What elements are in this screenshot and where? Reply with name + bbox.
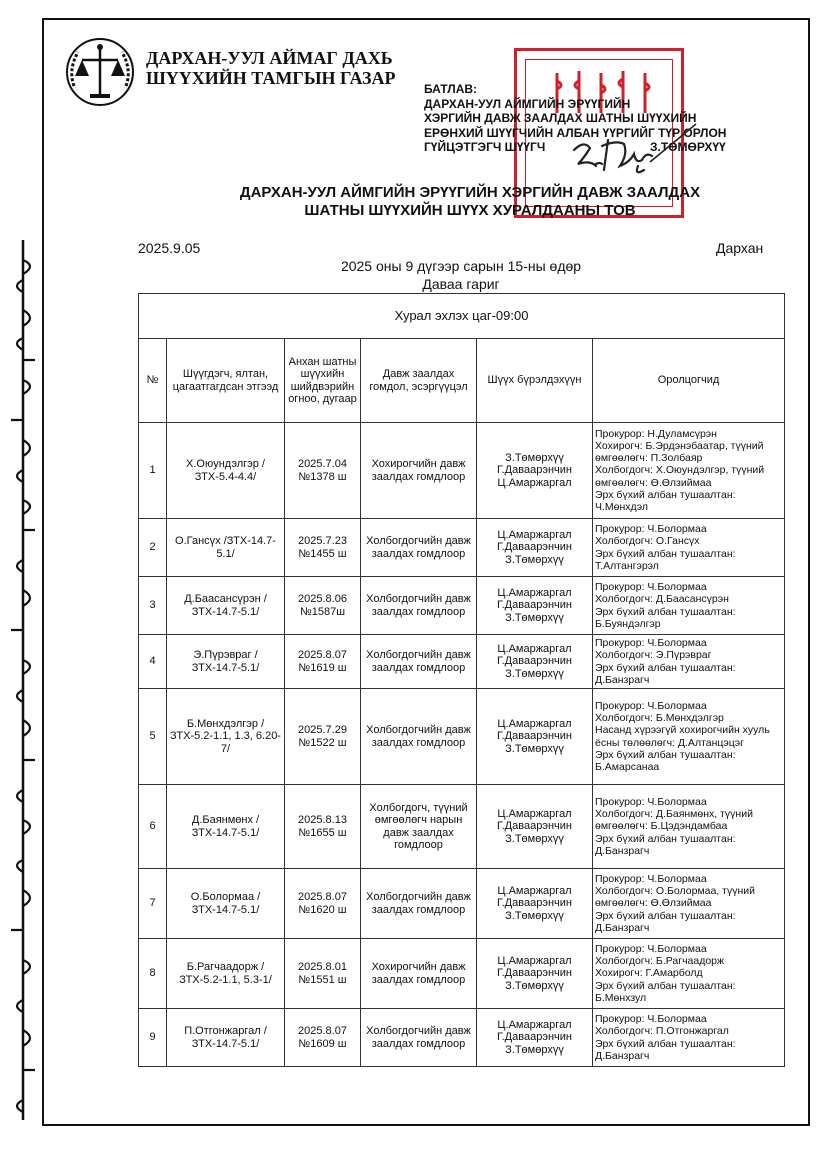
cell-no: 4	[139, 635, 167, 689]
cell-defendant: Б.Рагчаадорж /ЗТХ-5.2-1.1, 5.3-1/	[167, 939, 285, 1009]
cell-no: 5	[139, 689, 167, 785]
cell-panel: Ц.Амаржаргал Г.Даваарэнчин З.Төмөрхүү	[477, 635, 593, 689]
participant-line: Холбогдогч: Д.Баасансүрэн	[595, 593, 729, 606]
cell-no: 2	[139, 519, 167, 577]
participant-line: Прокурор: Ч.Болормаа	[595, 581, 707, 594]
cell-decision: 2025.8.07 №1620 ш	[285, 869, 361, 939]
table-row	[139, 577, 785, 635]
header-appellant: Давж заалдах гомдол, эсэргүүцэл	[361, 339, 477, 423]
approval-judge-name: З.ТӨМӨРХҮҮ	[649, 140, 726, 154]
participant-line: Эрх бүхий албан тушаалтан: Т.Алтангэрэл	[595, 547, 736, 572]
cell-decision: 2025.8.07 №1609 ш	[285, 1009, 361, 1067]
participant-line: Эрх бүхий албан тушаалтан: Д.Банзрагч	[595, 1037, 736, 1062]
cell-panel: Ц.Амаржаргал Г.Даваарэнчин З.Төмөрхүү	[477, 1009, 593, 1067]
participant-line: Холбогдогч: Б.Мөнхдэлгэр	[595, 712, 724, 725]
cell-decision: 2025.8.06 №1587ш	[285, 577, 361, 635]
table-row	[139, 869, 785, 939]
court-scales-emblem-icon	[64, 36, 136, 108]
cell-panel: Ц.Амаржаргал Г.Даваарэнчин З.Төмөрхүү	[477, 577, 593, 635]
header-participants: Оролцогчид	[593, 339, 785, 423]
cell-appeal: Холбогдогчийн давж заалдах гомдлоор	[361, 689, 477, 785]
participant-line: Холбогдогч: Б.Рагчаадорж	[595, 955, 725, 968]
approval-line-4: ЕРӨНХИЙ ШҮҮГЧИЙН АЛБАН ҮҮРГИЙГ ТҮР ОРЛОН	[424, 125, 727, 140]
cell-appeal: Холбогдогчийн давж заалдах гомдлоор	[361, 519, 477, 577]
header-row	[139, 339, 785, 423]
participant-line: Холбогдогч: О.Болормаа, түүний өмгөөлөгч: Ө.Өлзиймаа	[595, 885, 756, 910]
cell-no: 6	[139, 785, 167, 869]
cell-no: 1	[139, 423, 167, 519]
cell-panel: Ц.Амаржаргал Г.Даваарэнчин З.Төмөрхүү	[477, 869, 593, 939]
cell-participants	[593, 519, 785, 577]
cell-defendant: П.Отгонжаргал /ЗТХ-14.7-5.1/	[167, 1009, 285, 1067]
start-time-row	[139, 294, 785, 339]
cell-defendant: Х.Оюундэлгэр /ЗТХ-5.4-4.4/	[167, 423, 285, 519]
cell-decision: 2025.8.07 №1619 ш	[285, 635, 361, 689]
cell-decision: 2025.7.23 №1455 ш	[285, 519, 361, 577]
cell-participants	[593, 939, 785, 1009]
table-row	[139, 785, 785, 869]
cell-participants	[593, 869, 785, 939]
start-time: Хурал эхлэх цаг-09:00	[139, 294, 785, 339]
approval-line-3: ХЭРГИЙН ДАВЖ ЗААЛДАХ ШАТНЫ ШҮҮХИЙН	[424, 111, 697, 125]
cell-no: 3	[139, 577, 167, 635]
table-row	[139, 519, 785, 577]
cell-participants	[593, 635, 785, 689]
cell-panel: Ц.Амаржаргал Г.Даваарэнчин З.Төмөрхүү	[477, 939, 593, 1009]
participant-line: Холбогдогч: П.Отгонжаргал	[595, 1025, 729, 1038]
header-defendant: Шүүгдэгч, ялтан, цагаатгагдсан этгээд	[167, 339, 285, 423]
participant-line: Эрх бүхий албан тушаалтан: Д.Банзрагч	[595, 832, 736, 857]
cell-defendant: Д.Баасансүрэн /ЗТХ-14.7-5.1/	[167, 577, 285, 635]
participant-line: Хохирогч: Б.Эрдэнэбаатар, түүний өмгөөлөгч: П.Золбаяр	[595, 439, 764, 465]
cell-appeal: Хохирогчийн давж заалдах гомдлоор	[361, 939, 477, 1009]
participant-line: Эрх бүхий албан тушаалтан: Ч.Мөнхдэл	[595, 488, 736, 513]
cell-defendant: Э.Пүрэвраг /ЗТХ-14.7-5.1/	[167, 635, 285, 689]
cell-panel: Ц.Амаржаргал Г.Даваарэнчин З.Төмөрхүү	[477, 689, 593, 785]
cell-decision: 2025.7.29 №1522 ш	[285, 689, 361, 785]
cell-decision: 2025.7.04 №1378 ш	[285, 423, 361, 519]
cell-defendant: Д.Баянмөнх /ЗТХ-14.7-5.1/	[167, 785, 285, 869]
participant-line: Холбогдогч: Д.Баянмөнх, түүний өмгөөлөгч: Б.Цэдэндамбаа	[595, 808, 753, 833]
cell-appeal: Хохирогчийн давж заалдах гомдлоор	[361, 423, 477, 519]
cell-defendant: О.Болормаа /ЗТХ-14.7-5.1/	[167, 869, 285, 939]
title-line-2: ШАТНЫ ШҮҮХИЙН ШҮҮХ ХУРАЛДААНЫ ТОВ	[304, 202, 636, 219]
mongolian-script-vertical	[3, 240, 43, 1120]
table-row	[139, 939, 785, 1009]
cell-appeal: Холбогдогчийн давж заалдах гомдлоор	[361, 1009, 477, 1067]
cell-participants	[593, 785, 785, 869]
participant-line: Прокурор: Ч.Болормаа	[595, 795, 707, 808]
approval-position: ГҮЙЦЭТГЭГЧ ШҮҮГЧ	[424, 140, 546, 154]
cell-participants	[593, 423, 785, 519]
cell-participants	[593, 577, 785, 635]
cell-defendant: Б.Мөнхдэлгэр /ЗТХ-5.2-1.1, 1.3, 6.20-7/	[167, 689, 285, 785]
document-city: Дархан	[716, 240, 764, 256]
cell-appeal: Холбогдогчийн давж заалдах гомдлоор	[361, 869, 477, 939]
header-no: №	[139, 339, 167, 423]
header-panel: Шүүх бүрэлдэхүүн	[477, 339, 593, 423]
cell-appeal: Холбогдогчийн давж заалдах гомдлоор	[361, 577, 477, 635]
hearing-schedule-table	[138, 293, 785, 1067]
cell-no: 7	[139, 869, 167, 939]
cell-decision: 2025.8.13 №1655 ш	[285, 785, 361, 869]
participant-line: Прокурор: Ч.Болормаа	[595, 523, 707, 536]
participant-line: Эрх бүхий албан тушаалтан: Б.Буяндэлгэр	[595, 605, 736, 630]
cell-appeal: Холбогдогч, түүний өмгөөлөгч нарын давж заалдах гомдлоор	[361, 785, 477, 869]
participant-line: Прокурор: Ч.Болормаа	[595, 872, 707, 885]
cell-participants	[593, 689, 785, 785]
participant-line: Прокурор: Ч.Болормаа	[595, 699, 707, 712]
cell-defendant: О.Гансүх /ЗТХ-14.7-5.1/	[167, 519, 285, 577]
table-row	[139, 635, 785, 689]
org-line-1: ДАРХАН-УУЛ АЙМАГ ДАХЬ	[146, 48, 393, 68]
participant-line: Холбогдогч: О.Гансүх	[595, 535, 700, 548]
table-row	[139, 423, 785, 519]
cell-no: 8	[139, 939, 167, 1009]
table-row	[139, 689, 785, 785]
participant-line: Эрх бүхий албан тушаалтан: Б.Мөнхзул	[595, 979, 736, 1004]
header-first-instance: Анхан шатны шүүхийн шийдвэрийн огноо, дугаар	[285, 339, 361, 423]
cell-decision: 2025.8.01 №1551 ш	[285, 939, 361, 1009]
document-title	[140, 184, 800, 220]
organization-name	[146, 48, 396, 88]
handwritten-signature	[568, 120, 698, 180]
participant-line: Эрх бүхий албан тушаалтан: Д.Банзрагч	[595, 909, 736, 934]
hearing-date: 2025 оны 9 дүгээр сарын 15-ны өдөр	[340, 258, 582, 274]
participant-line: Прокурор: Н.Дуламсүрэн	[595, 427, 717, 440]
participant-line: Прокурор: Ч.Болормаа	[595, 637, 707, 650]
cell-panel: З.Төмөрхүү Г.Даваарэнчин Ц.Амаржаргал	[477, 423, 593, 519]
org-line-2: ШҮҮХИЙН ТАМГЫН ГАЗАР	[146, 68, 396, 88]
title-line-1: ДАРХАН-УУЛ АЙМГИЙН ЭРҮҮГИЙН ХЭРГИЙН ДАВЖ ЗААЛДАХ	[239, 184, 701, 201]
participant-line: Эрх бүхий албан тушаалтан: Д.Банзрагч	[595, 661, 736, 686]
participant-line: Холбогдогч: Х.Оюундэлгэр, түүний өмгөөлөгч: Ө.Өлзиймаа	[595, 464, 765, 489]
cell-panel: Ц.Амаржаргал Г.Даваарэнчин З.Төмөрхүү	[477, 519, 593, 577]
cell-participants	[593, 1009, 785, 1067]
participant-line: Холбогдогч: Э.Пүрэвраг	[595, 649, 712, 662]
participant-line: Хохирогч: Г.Амарболд	[595, 967, 703, 980]
cell-appeal: Холбогдогчийн давж заалдах гомдлоор	[361, 635, 477, 689]
approval-line-2: ДАРХАН-УУЛ АЙМГИЙН ЭРҮҮГИЙН	[424, 96, 631, 111]
document-date: 2025.9.05	[138, 240, 201, 256]
approval-label: БАТЛАВ:	[424, 82, 478, 96]
cell-no: 9	[139, 1009, 167, 1067]
table-row	[139, 1009, 785, 1067]
participant-line: Прокурор: Ч.Болормаа	[595, 942, 707, 955]
hearing-weekday: Даваа гариг	[422, 276, 500, 292]
participant-line: Насанд хүрээгүй хохирогчийн хууль ёсны төлөөлөгч: Д.Алтанцэцэг	[595, 724, 770, 749]
cell-panel: Ц.Амаржаргал Г.Даваарэнчин З.Төмөрхүү	[477, 785, 593, 869]
participant-line: Прокурор: Ч.Болормаа	[595, 1013, 707, 1026]
participant-line: Эрх бүхий албан тушаалтан: Б.Амарсанаа	[595, 748, 736, 773]
